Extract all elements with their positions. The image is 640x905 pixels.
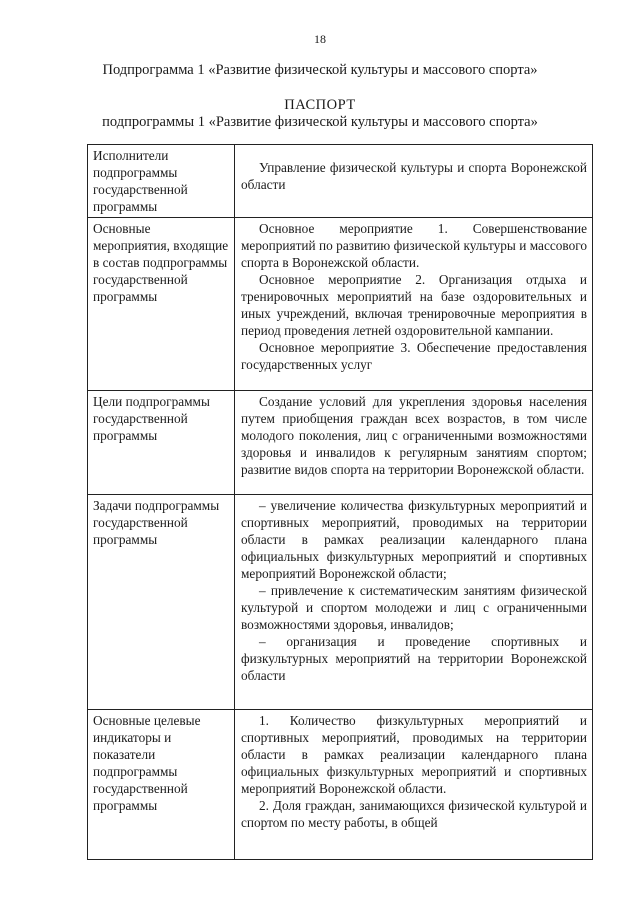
row-label: Основные целевые индикаторы и показатели подпрограммы государственной программы (88, 710, 235, 860)
row-indicators (88, 710, 593, 860)
passport-subtitle: подпрограммы 1 «Развитие физической культуры и массового спорта» (102, 114, 538, 130)
row-executors (88, 145, 593, 218)
row-main-activities (88, 218, 593, 391)
row-content (235, 391, 593, 495)
row-goals (88, 391, 593, 495)
passport-table (87, 144, 593, 860)
content-paragraph: 2. Доля граждан, занимающихся физической культурой и спортом по месту работы, в общей (241, 798, 587, 830)
passport-title: ПАСПОРТ (284, 97, 356, 113)
row-label: Исполнители подпрограммы государственной программы (88, 145, 235, 218)
row-content (235, 710, 593, 860)
subprogram-heading: Подпрограмма 1 «Развитие физической культуры и массового спорта» (102, 62, 538, 78)
row-label: Основные мероприятия, входящие в состав подпрограммы государственной программы (88, 218, 235, 391)
row-label: Цели подпрограммы государственной программы (88, 391, 235, 495)
row-label: Задачи подпрограммы государственной программы (88, 495, 235, 710)
content-paragraph: – привлечение к систематическим занятиям физической культурой и спортом молодежи и лиц с ограниченными возможностями здоровья, инвалидов; (241, 583, 587, 632)
content-paragraph: 1. Количество физкультурных мероприятий и спортивных мероприятий, проводимых на территории области в рамках реализации календарного плана официальных физкультурных мероприятий и спортивных мероприятий Воронежской области. (241, 713, 587, 796)
content-paragraph: Управление физической культуры и спорта Воронежской области (241, 160, 587, 192)
content-paragraph: Основное мероприятие 3. Обеспечение предоставления государственных услуг (241, 340, 587, 372)
content-paragraph: – увеличение количества физкультурных мероприятий и спортивных мероприятий, проводимых на территории области в рамках реализации календарного плана официальных физкультурных мероприятий и спортивных мероприятий Воронежской области; (241, 498, 587, 581)
row-content (235, 218, 593, 391)
content-paragraph: Создание условий для укрепления здоровья населения путем приобщения граждан всех возрастов, в том числе молодого поколения, лиц с ограниченными возможностями здоровья и инвалидов к регулярным занятиям спортом; развитие видов спорта на территории Воронежской области. (241, 394, 587, 477)
row-content (235, 145, 593, 218)
page-number: 18 (314, 32, 326, 46)
content-paragraph: Основное мероприятие 2. Организация отдыха и тренировочных мероприятий на базе оздоровительных и иных учреждений, включая тренировочные мероприятия в период проведения летней оздоровительной кампании. (241, 272, 587, 338)
content-paragraph: – организация и проведение спортивных и физкультурных мероприятий на территории Воронежской области (241, 634, 587, 683)
row-tasks (88, 495, 593, 710)
content-paragraph: Основное мероприятие 1. Совершенствование мероприятий по развитию физической культуры и массового спорта в Воронежской области. (241, 221, 587, 270)
row-content (235, 495, 593, 710)
